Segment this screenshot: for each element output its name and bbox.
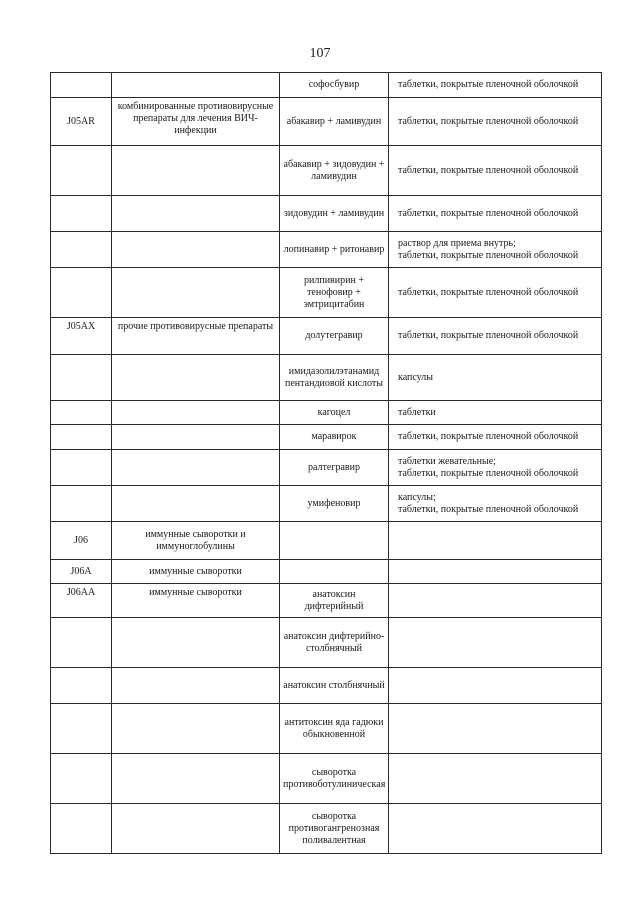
atc-code-cell — [51, 618, 112, 668]
table-row — [51, 704, 602, 754]
group-name-cell — [112, 668, 280, 704]
drug-name-cell: анатоксин дифтерийно-столбнячный — [280, 618, 389, 668]
table-row — [51, 146, 602, 196]
drug-name-cell: лопинавир + ритонавир — [280, 232, 389, 268]
table-row — [51, 668, 602, 704]
group-name-cell — [112, 754, 280, 804]
group-name-cell — [112, 618, 280, 668]
table-row — [51, 73, 602, 98]
drug-name-cell: рилпивирин + тенофовир + эмтрицитабин — [280, 268, 389, 318]
atc-code-cell — [51, 668, 112, 704]
atc-code-cell — [51, 268, 112, 318]
atc-code-cell — [51, 754, 112, 804]
table-row — [51, 486, 602, 522]
atc-code-cell — [51, 232, 112, 268]
atc-code-cell — [51, 146, 112, 196]
table-row — [51, 584, 602, 618]
drug-name-cell: умифеновир — [280, 486, 389, 522]
group-name-cell — [112, 804, 280, 854]
table-row — [51, 522, 602, 560]
atc-code-cell: J05AR — [51, 98, 112, 146]
dosage-form-cell: капсулы — [389, 355, 602, 401]
drug-name-cell: кагоцел — [280, 401, 389, 425]
atc-code-cell: J06 — [51, 522, 112, 560]
dosage-form-cell: таблетки, покрытые пленочной оболочкой — [389, 98, 602, 146]
dosage-form-cell: таблетки жевательные; таблетки, покрытые пленочной оболочкой — [389, 450, 602, 486]
group-name-cell: комбинированные противовирусные препараты для лечения ВИЧ-инфекции — [112, 98, 280, 146]
table-row — [51, 98, 602, 146]
group-name-cell — [112, 196, 280, 232]
drug-name-cell — [280, 522, 389, 560]
group-name-cell: иммунные сыворотки — [112, 584, 280, 618]
dosage-form-cell: таблетки, покрытые пленочной оболочкой — [389, 196, 602, 232]
table-row — [51, 355, 602, 401]
drug-name-cell: имидазолилэтанамид пентандиовой кислоты — [280, 355, 389, 401]
drug-name-cell: долутегравир — [280, 318, 389, 355]
group-name-cell — [112, 450, 280, 486]
drug-name-cell: сыворотка противогангренозная поливалентная — [280, 804, 389, 854]
drug-table — [50, 72, 602, 854]
atc-code-cell — [51, 196, 112, 232]
drug-name-cell: абакавир + зидовудин + ламивудин — [280, 146, 389, 196]
page-number: 107 — [309, 46, 331, 61]
drug-name-cell: абакавир + ламивудин — [280, 98, 389, 146]
atc-code-cell — [51, 355, 112, 401]
table-row — [51, 618, 602, 668]
atc-code-cell — [51, 425, 112, 450]
group-name-cell: прочие противовирусные препараты — [112, 318, 280, 355]
group-name-cell — [112, 73, 280, 98]
table-row — [51, 754, 602, 804]
atc-code-cell — [51, 486, 112, 522]
dosage-form-cell: таблетки, покрытые пленочной оболочкой — [389, 425, 602, 450]
dosage-form-cell — [389, 522, 602, 560]
group-name-cell — [112, 486, 280, 522]
group-name-cell — [112, 401, 280, 425]
table-row — [51, 401, 602, 425]
drug-name-cell: зидовудин + ламивудин — [280, 196, 389, 232]
drug-name-cell — [280, 560, 389, 584]
atc-code-cell — [51, 804, 112, 854]
dosage-form-cell: таблетки, покрытые пленочной оболочкой — [389, 268, 602, 318]
dosage-form-cell — [389, 560, 602, 584]
group-name-cell — [112, 268, 280, 318]
dosage-form-cell: раствор для приема внутрь; таблетки, покрытые пленочной оболочкой — [389, 232, 602, 268]
table-row — [51, 425, 602, 450]
dosage-form-cell — [389, 754, 602, 804]
table-row — [51, 268, 602, 318]
dosage-form-cell — [389, 668, 602, 704]
table-row — [51, 196, 602, 232]
table-row — [51, 560, 602, 584]
atc-code-cell: J06AA — [51, 584, 112, 618]
drug-name-cell: маравирок — [280, 425, 389, 450]
table-row — [51, 804, 602, 854]
dosage-form-cell: таблетки, покрытые пленочной оболочкой — [389, 318, 602, 355]
dosage-form-cell: таблетки, покрытые пленочной оболочкой — [389, 146, 602, 196]
atc-code-cell — [51, 401, 112, 425]
drug-name-cell: сыворотка противоботулиническая — [280, 754, 389, 804]
drug-name-cell: софосбувир — [280, 73, 389, 98]
drug-name-cell: антитоксин яда гадюки обыкновенной — [280, 704, 389, 754]
group-name-cell — [112, 425, 280, 450]
atc-code-cell — [51, 73, 112, 98]
table-row — [51, 318, 602, 355]
dosage-form-cell — [389, 804, 602, 854]
group-name-cell — [112, 355, 280, 401]
atc-code-cell: J05AX — [51, 318, 112, 355]
group-name-cell — [112, 704, 280, 754]
group-name-cell: иммунные сыворотки — [112, 560, 280, 584]
drug-name-cell: ралтегравир — [280, 450, 389, 486]
group-name-cell — [112, 232, 280, 268]
dosage-form-cell — [389, 618, 602, 668]
drug-name-cell: анатоксин дифтерийный — [280, 584, 389, 618]
dosage-form-cell: таблетки, покрытые пленочной оболочкой — [389, 73, 602, 98]
dosage-form-cell: таблетки — [389, 401, 602, 425]
group-name-cell — [112, 146, 280, 196]
dosage-form-cell — [389, 704, 602, 754]
atc-code-cell: J06A — [51, 560, 112, 584]
table-row — [51, 232, 602, 268]
atc-code-cell — [51, 450, 112, 486]
atc-code-cell — [51, 704, 112, 754]
dosage-form-cell — [389, 584, 602, 618]
table-row — [51, 450, 602, 486]
dosage-form-cell: капсулы; таблетки, покрытые пленочной оболочкой — [389, 486, 602, 522]
group-name-cell: иммунные сыворотки и иммуноглобулины — [112, 522, 280, 560]
drug-name-cell: анатоксин столбнячный — [280, 668, 389, 704]
